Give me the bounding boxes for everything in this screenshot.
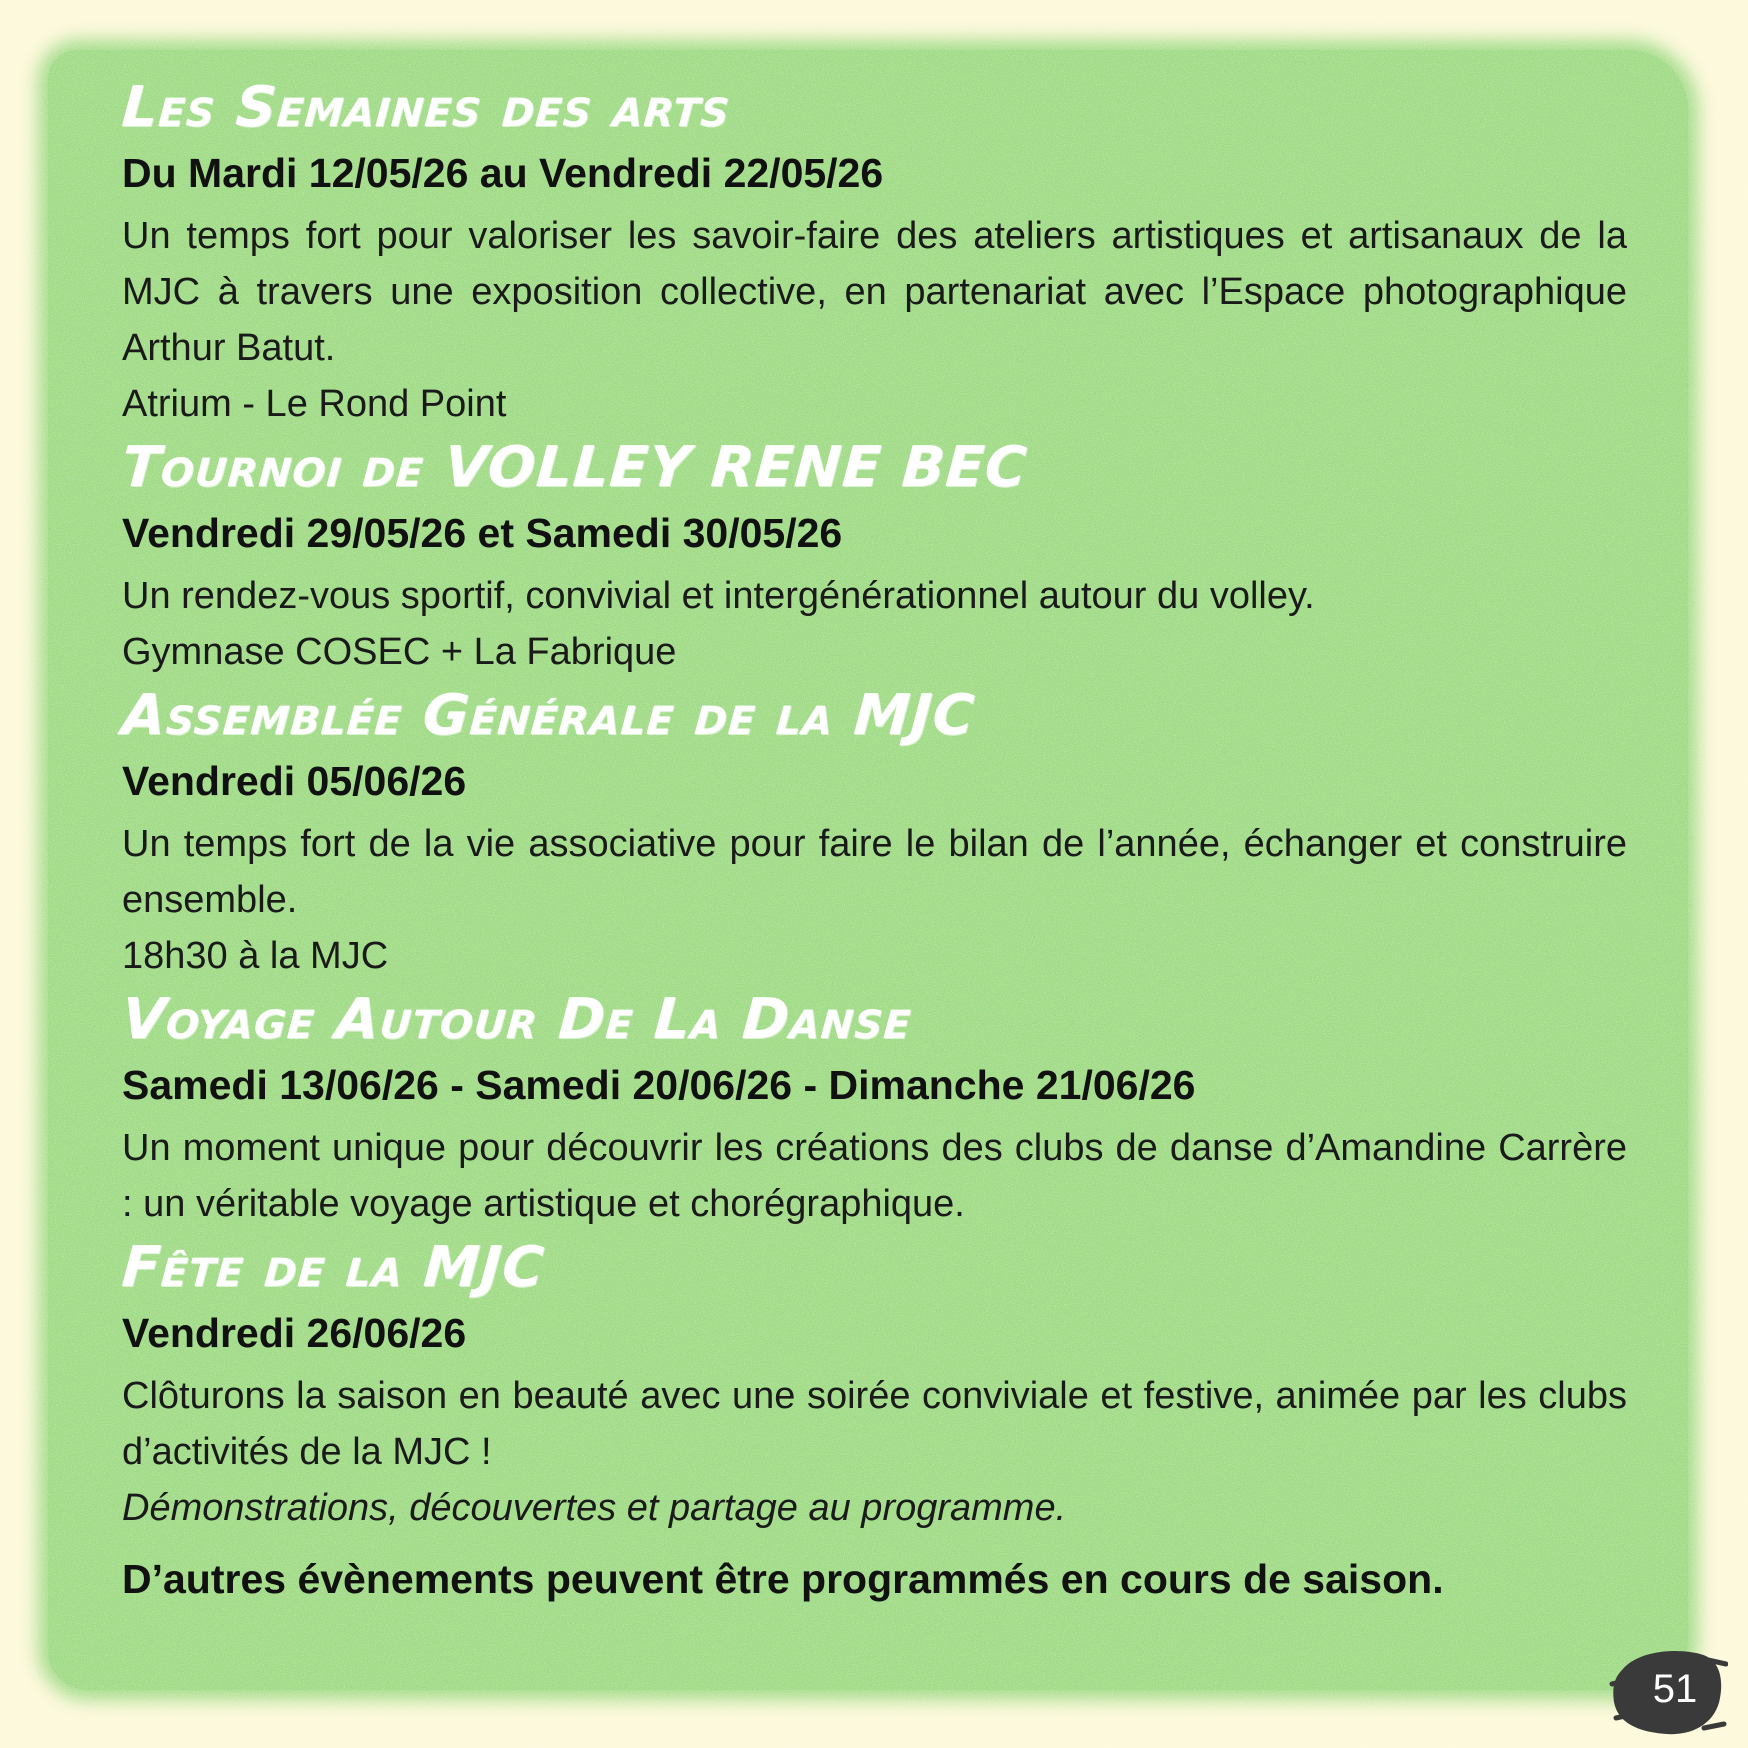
event-title: Fête de la MJC xyxy=(119,1235,547,1300)
event-voyage-danse xyxy=(119,984,1627,1232)
event-fete-mjc xyxy=(119,1232,1627,1536)
events-list xyxy=(119,72,1627,1608)
event-place: Gymnase COSEC + La Fabrique xyxy=(122,631,677,673)
event-date: Samedi 13/06/26 - Samedi 20/06/26 - Dimanche 21/06/26 xyxy=(122,1062,1196,1108)
event-assemblee-generale xyxy=(119,680,1627,984)
event-description: Un moment unique pour découvrir les créations des clubs de danse d’Amandine Carrère : un véritable voyage artistique et chorégraphique. xyxy=(122,1127,1627,1225)
event-place: Atrium - Le Rond Point xyxy=(122,383,507,425)
event-description: Un rendez-vous sportif, convivial et intergénérationnel autour du volley. xyxy=(122,575,1315,617)
event-title: Voyage Autour De La Danse xyxy=(119,987,914,1052)
event-title: Tournoi de VOLLEY RENE BEC xyxy=(119,435,1030,500)
event-semaines-des-arts xyxy=(119,72,1627,432)
event-description: Un temps fort de la vie associative pour faire le bilan de l’année, échanger et construire ensemble. xyxy=(122,823,1627,921)
event-date: Du Mardi 12/05/26 au Vendredi 22/05/26 xyxy=(122,150,884,196)
event-date: Vendredi 29/05/26 et Samedi 30/05/26 xyxy=(122,510,843,556)
event-date: Vendredi 26/06/26 xyxy=(122,1310,467,1356)
footer-note: D’autres évènements peuvent être programmés en cours de saison. xyxy=(122,1556,1444,1602)
event-note: Démonstrations, découvertes et partage au programme. xyxy=(122,1487,1067,1529)
event-title: Assemblée Générale de la MJC xyxy=(119,683,978,748)
event-date: Vendredi 05/06/26 xyxy=(122,758,467,804)
page-number: 51 xyxy=(1652,1667,1698,1711)
event-tournoi-volley xyxy=(119,432,1627,680)
event-title: Les Semaines des arts xyxy=(119,75,733,140)
event-description: Un temps fort pour valoriser les savoir-faire des ateliers artistiques et artisanaux de la MJC à travers une exposition collective, en partenariat avec l’Espace photographique Arthur Batut. xyxy=(122,215,1627,369)
event-place: 18h30 à la MJC xyxy=(122,935,389,977)
event-description: Clôturons la saison en beauté avec une soirée conviviale et festive, animée par les clubs d’activités de la MJC ! xyxy=(122,1375,1627,1473)
